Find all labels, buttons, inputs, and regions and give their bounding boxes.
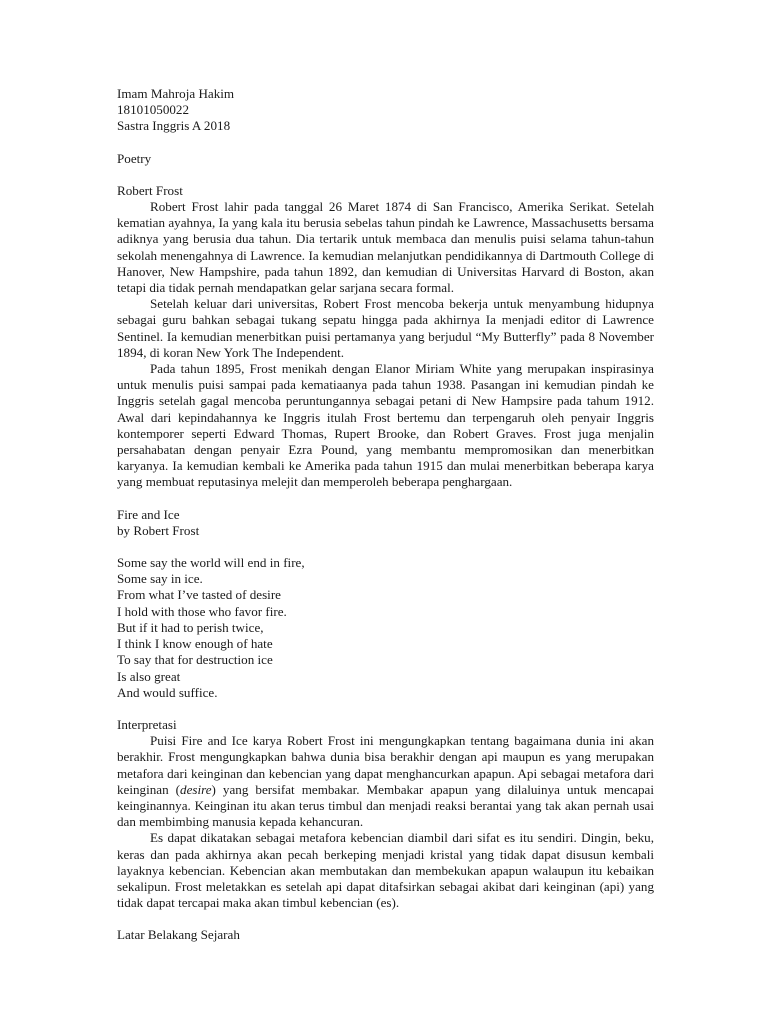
poem-title: Fire and Ice — [117, 506, 180, 522]
class-label: Sastra Inggris A 2018 — [117, 118, 231, 134]
poem-line: I think I know enough of hate — [117, 636, 273, 652]
poem-line: And would suffice. — [117, 684, 218, 700]
interpretation-text-before: Puisi Fire and Ice karya Robert Frost ini mengungkapkan tentang bagaimana dunia ini akan berakhir. Frost mengungkapkan bahwa dunia bisa berakhir dengan api maupun es yang merupakan metafora dari keinginan dan kebencian yang dapat menghancurkan apapun. Api sebagai metafora dari keinginan ( — [117, 733, 654, 797]
biography-heading: Robert Frost — [117, 182, 183, 198]
biography-section — [117, 183, 654, 491]
author-name: Imam Mahroja Hakim — [117, 86, 235, 101]
poem-byline: by Robert Frost — [117, 522, 200, 538]
poem-line: But if it had to perish twice, — [117, 619, 264, 635]
interpretation-text-after: ) yang bersifat membakar. Membakar apapun yang dilaluinya untuk mencapai keinginannya. Keinginan itu akan terus timbul dan menjadi reaksi berantai yang tak akan pernah usai dan membimbing manusia kepada kehancuran. — [117, 781, 654, 830]
poem-section — [117, 507, 654, 701]
student-id: 18101050022 — [117, 102, 190, 118]
interpretation-section — [117, 717, 654, 911]
interpretation-paragraph-2: Es dapat dikatakan sebagai metafora kebencian diambil dari sifat es itu sendiri. Dingin, beku, keras dan pada akhirnya akan pecah berkeping menjadi kristal yang tidak dapat disusun kembali layaknya kebencian. Kebencian akan membutakan dan membekukan apapun walaupun itu kebaikan sekalipun. Frost meletakkan es setelah api dapat ditafsirkan sebagai akibat dari keinginan (api) yang tidak dapat tercapai maka akan timbul kebencian (es). — [117, 830, 654, 911]
author-header — [117, 86, 654, 135]
biography-paragraph-1: Robert Frost lahir pada tanggal 26 Maret 1874 di San Francisco, Amerika Serikat. Setelah kematian ayahnya, Ia yang kala itu berusia sebelas tahun pindah ke Lawrence, Massachusetts bersama adiknya yang berusia dua tahun. Dia tertarik untuk membaca dan menulis puisi selama tahun-tahun sekolah menengahnya di Lawrence. Ia kemudian melanjutkan pendidikannya di Dartmouth College di Hanover, New Hampshire, pada tahun 1892, dan kemudian di Universitas Harvard di Boston, akan tetapi dia tidak pernah mendapatkan gelar sarjana secara formal. — [117, 199, 654, 296]
interpretation-heading: Interpretasi — [117, 716, 177, 732]
poem-line: I hold with those who favor fire. — [117, 603, 287, 619]
italic-term: desire — [180, 781, 212, 797]
interpretation-paragraph-1 — [117, 733, 654, 830]
poem-body — [117, 555, 654, 701]
poem-line: Some say the world will end in fire, — [117, 555, 305, 571]
poem-line: Is also great — [117, 668, 181, 684]
poem-line: To say that for destruction ice — [117, 652, 273, 668]
subject-title: Poetry — [117, 150, 152, 166]
biography-paragraph-2: Setelah keluar dari universitas, Robert Frost mencoba bekerja untuk menyambung hidupnya sebagai guru bahkan sebagai tukang sepatu hingga pada akhirnya Ia menjadi editor di Lawrence Sentinel. Ia kemudian menerbitkan puisi pertamanya yang berjudul “My Butterfly” pada 8 November 1894, di koran New York The Independent. — [117, 296, 654, 360]
poem-line: From what I’ve tasted of desire — [117, 587, 281, 603]
history-heading: Latar Belakang Sejarah — [117, 927, 240, 943]
poem-line: Some say in ice. — [117, 571, 203, 587]
biography-paragraph-3: Pada tahun 1895, Frost menikah dengan Elanor Miriam White yang merupakan inspirasinya untuk menulis puisi sampai pada kematiaanya pada tahun 1938. Pasangan ini kemudian pindah ke Inggris setelah gagal mencoba peruntungannya sebagai petani di New Hampsire pada tahum 1912. Awal dari kepindahannya ke Inggris itulah Frost bertemu dan terpengaruh oleh penyair Inggris kontemporer seperti Edward Thomas, Rupert Brooke, dan Robert Graves. Frost juga menjalin persahabatan dengan penyair Ezra Pound, yang membantu mempromosikan dan menerbitkan karyanya. Ia kemudian kembali ke Amerika pada tahun 1915 dan mulai menerbitkan beberapa karya yang membuat reputasinya melejit dan memperoleh beberapa penghargaan. — [117, 361, 654, 490]
